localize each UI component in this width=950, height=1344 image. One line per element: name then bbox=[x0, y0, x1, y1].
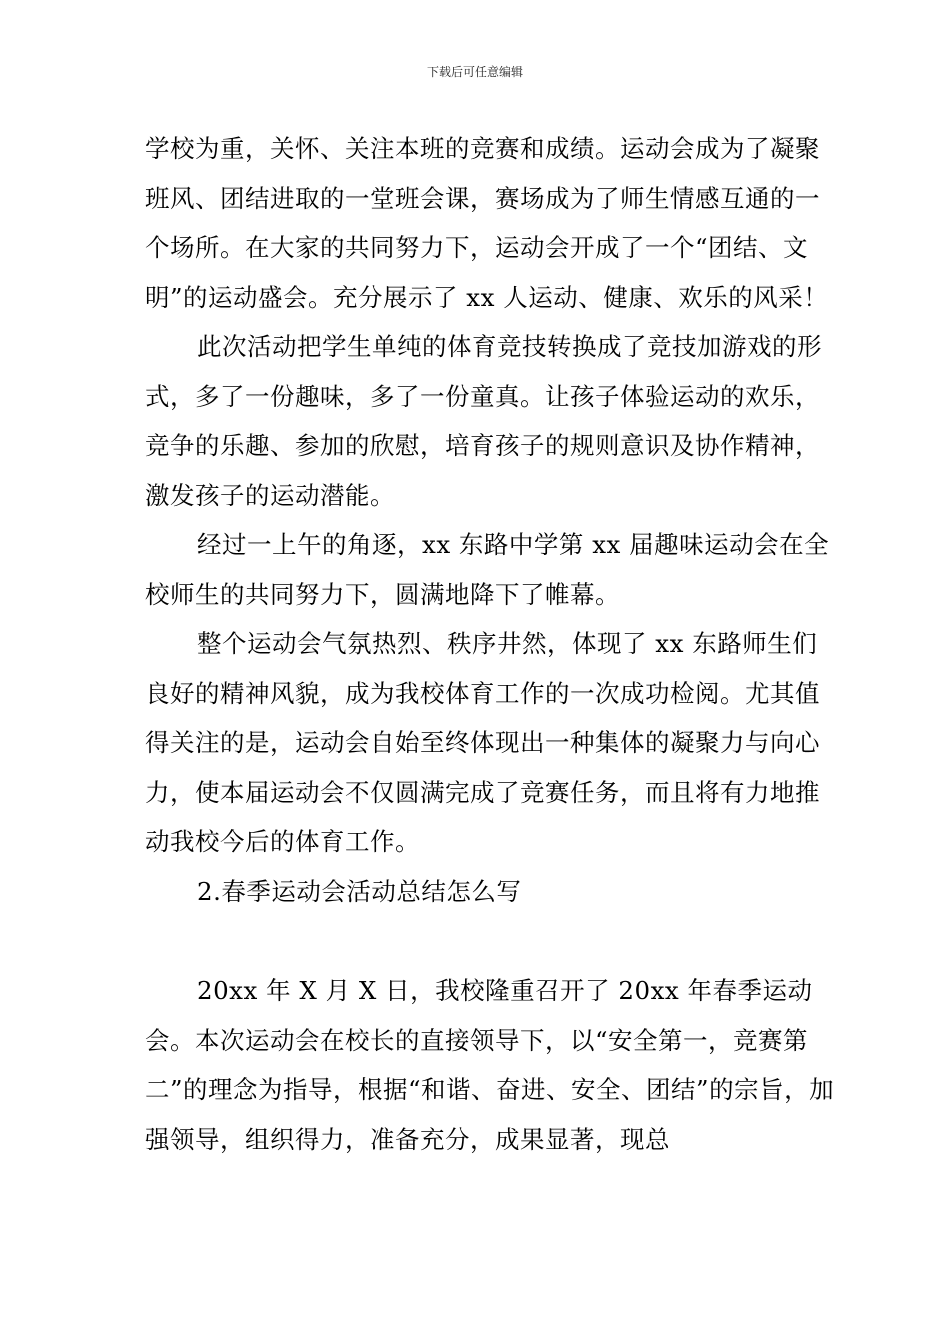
paragraph-activity-form: 此次活动把学生单纯的体育竞技转换成了竞技加游戏的形式，多了一份趣味，多了一份童真。让孩子体验运动的欢乐，竞争的乐趣、参加的欣慰，培育孩子的规则意识及协作精神，激发孩子的运动潜能。 bbox=[145, 332, 822, 510]
paragraph-continuation: 学校为重，关怀、关注本班的竞赛和成绩。运动会成为了凝聚班风、团结进取的一堂班会课，赛场成为了师生情感互通的一个场所。在大家的共同努力下，运动会开成了一个“团结、文明”的运动盛会。充分展示了 xx 人运动、健康、欢乐的风采！ bbox=[145, 134, 829, 312]
document-body bbox=[145, 124, 835, 1164]
paragraph-competition-end: 经过一上午的角逐，xx 东路中学第 xx 届趣味运动会在全校师生的共同努力下，圆满地降下了帷幕。 bbox=[145, 530, 830, 609]
paragraph-spring-meet: 20xx 年 X 月 X 日，我校隆重召开了 20xx 年春季运动会。本次运动会在校长的直接领导下，以“安全第一，竞赛第二”的理念为指导，根据“和谐、奋进、安全、团结”的宗旨，加强领导，组织得力，准备充分，成果显著，现总 bbox=[145, 976, 835, 1154]
paragraph-atmosphere: 整个运动会气氛热烈、秩序井然，体现了 xx 东路师生们良好的精神风貌，成为我校体育工作的一次成功检阅。尤其值得关注的是，运动会自始至终体现出一种集体的凝聚力与向心力，使本届运动会不仅圆满完成了竞赛任务，而且将有力地推动我校今后的体育工作。 bbox=[145, 629, 820, 856]
page-header: 下载后可任意编辑 bbox=[426, 65, 523, 79]
section-heading: 2.春季运动会活动总结怎么写 bbox=[197, 876, 522, 906]
